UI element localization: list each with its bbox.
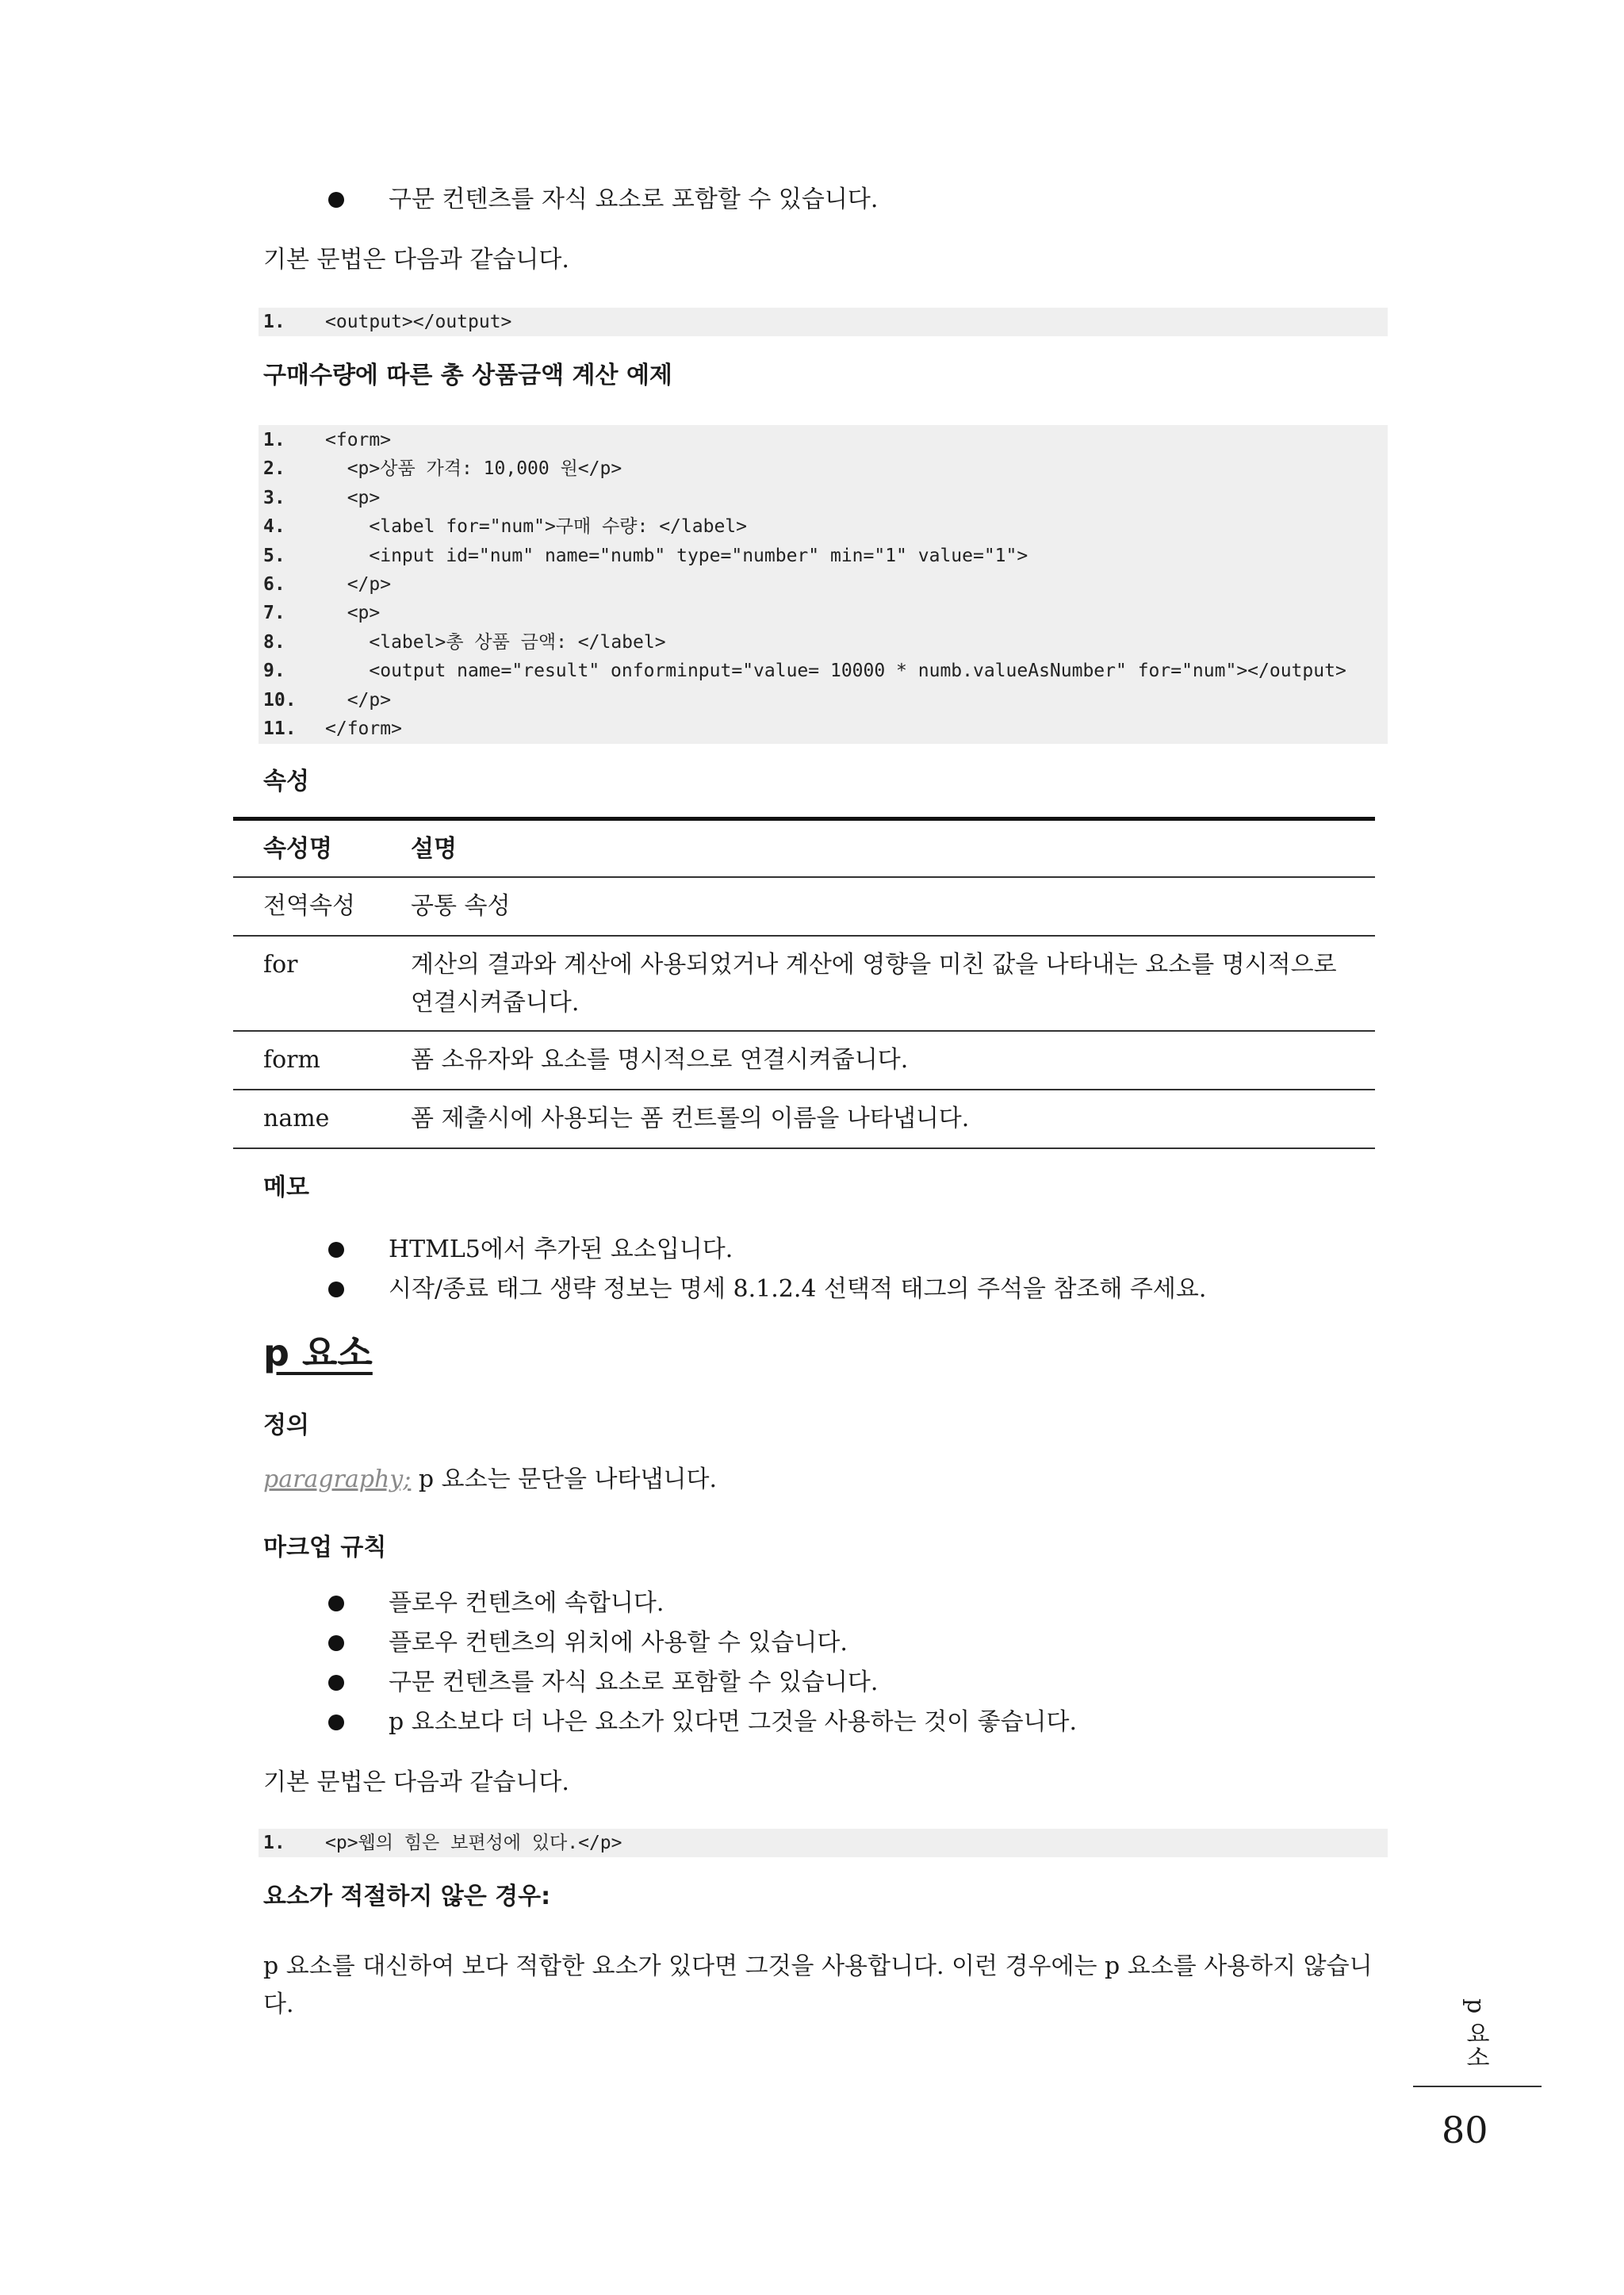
side-divider bbox=[1413, 2086, 1542, 2087]
code-line-number: 9. bbox=[263, 661, 285, 682]
attributes-heading: 속성 bbox=[263, 768, 309, 795]
markup-rules-heading: 마크업 규칙 bbox=[263, 1534, 387, 1561]
code-line-text: <output></output> bbox=[325, 312, 512, 332]
code-line-text: <input id="num" name="numb" type="number" min="1" value="1"> bbox=[325, 545, 1028, 566]
definition-term-link[interactable]: paragraphy; bbox=[263, 1466, 412, 1493]
code-line-text: <p> bbox=[325, 603, 381, 624]
code-line-text: <label>총 상품 금액: </label> bbox=[325, 631, 666, 653]
bullet-icon bbox=[328, 1242, 344, 1258]
code-block-output bbox=[259, 308, 1388, 336]
bullet-text: 구문 컨텐츠를 자식 요소로 포함할 수 있습니다. bbox=[389, 186, 879, 213]
page-number: 80 bbox=[1442, 2109, 1488, 2151]
side-section-label: p 요소 bbox=[1461, 1998, 1489, 2069]
bullet-icon bbox=[328, 1715, 344, 1730]
code-line-text: </p> bbox=[325, 573, 392, 595]
code-line-number: 10. bbox=[263, 689, 297, 711]
bullet-text: 구문 컨텐츠를 자식 요소로 포함할 수 있습니다. bbox=[389, 1669, 879, 1696]
definition-heading: 정의 bbox=[263, 1412, 309, 1439]
code-line-number: 1. bbox=[263, 312, 285, 332]
code-line bbox=[259, 599, 1388, 627]
bullet-icon bbox=[328, 1282, 344, 1297]
table-row bbox=[233, 878, 1375, 937]
table-cell-name: name bbox=[263, 1105, 330, 1132]
not-appropriate-text: p 요소를 대신하여 보다 적합한 요소가 있다면 그것을 사용합니다. 이런 경우에는 p 요소를 사용하지 않습니다. bbox=[263, 1952, 1373, 2018]
code-line-number: 5. bbox=[263, 545, 285, 566]
bullet-text: HTML5에서 추가된 요소입니다. bbox=[389, 1236, 733, 1263]
table-cell-desc: 공통 속성 bbox=[411, 892, 511, 920]
table-cell-desc: 폼 소유자와 요소를 명시적으로 연결시켜줍니다. bbox=[411, 1046, 909, 1074]
not-appropriate-heading: 요소가 적절하지 않은 경우: bbox=[263, 1883, 551, 1910]
bullet-text: 시작/종료 태그 생략 정보는 명세 8.1.2.4 선택적 태그의 주석을 참조해 주세요. bbox=[389, 1275, 1207, 1303]
table-cell-name: form bbox=[263, 1046, 320, 1074]
example-heading: 구매수량에 따른 총 상품금액 계산 예제 bbox=[263, 362, 672, 389]
code-line bbox=[259, 454, 1388, 483]
code-line-text: <p> bbox=[325, 487, 381, 508]
section-title: p 요소 bbox=[263, 1331, 373, 1374]
code-line bbox=[259, 426, 1388, 454]
definition-body: p 요소는 문단을 나타냅니다. bbox=[411, 1466, 717, 1493]
code-line-text: <p>웹의 힘은 보편성에 있다.</p> bbox=[325, 1833, 622, 1853]
table-row bbox=[233, 1090, 1375, 1149]
bullet-text: p 요소보다 더 나은 요소가 있다면 그것을 사용하는 것이 좋습니다. bbox=[389, 1708, 1078, 1736]
code-line-number: 11. bbox=[263, 718, 297, 739]
table-row bbox=[233, 1032, 1375, 1090]
table-header-name: 속성명 bbox=[263, 835, 332, 863]
code-line-number: 8. bbox=[263, 631, 285, 653]
code-line-text: </p> bbox=[325, 689, 392, 711]
code-line bbox=[259, 512, 1388, 541]
code-line-text: <output name="result" onforminput="value= 10000 * numb.valueAsNumber" for="num"></output> bbox=[325, 661, 1346, 682]
basic-syntax-text: 기본 문법은 다음과 같습니다. bbox=[263, 1768, 569, 1796]
bullet-text: 플로우 컨텐츠에 속합니다. bbox=[389, 1589, 665, 1617]
table-header-row bbox=[233, 821, 1375, 878]
definition-text bbox=[263, 1461, 717, 1499]
table-cell-name: 전역속성 bbox=[263, 892, 355, 920]
code-line-number: 4. bbox=[263, 516, 285, 538]
table-cell-desc: 계산의 결과와 계산에 사용되었거나 계산에 영향을 미친 값을 나타내는 요소를 명시적으로 연결시켜줍니다. bbox=[411, 951, 1337, 1017]
table-header-desc: 설명 bbox=[411, 835, 457, 863]
code-line-text: <p>상품 가격: 10,000 원</p> bbox=[325, 458, 622, 480]
table-cell-desc: 폼 제출시에 사용되는 폼 컨트롤의 이름을 나타냅니다. bbox=[411, 1105, 970, 1132]
code-line bbox=[259, 628, 1388, 657]
table-cell-name: for bbox=[263, 951, 298, 979]
basic-syntax-text: 기본 문법은 다음과 같습니다. bbox=[263, 246, 569, 274]
code-line bbox=[259, 715, 1388, 743]
code-line-number: 7. bbox=[263, 603, 285, 624]
code-line-text: <form> bbox=[325, 430, 392, 450]
code-line bbox=[259, 686, 1388, 715]
code-line bbox=[259, 542, 1388, 570]
code-line-number: 6. bbox=[263, 573, 285, 595]
code-line-number: 1. bbox=[263, 1833, 285, 1853]
code-line bbox=[259, 484, 1388, 512]
bullet-icon bbox=[328, 1635, 344, 1651]
bullet-icon bbox=[328, 1675, 344, 1691]
code-line-text: <label for="num">구매 수량: </label> bbox=[325, 516, 747, 538]
code-block-p bbox=[259, 1829, 1388, 1857]
table-row bbox=[233, 937, 1375, 1032]
code-line bbox=[259, 657, 1388, 685]
code-line-text: </form> bbox=[325, 718, 402, 739]
code-line bbox=[259, 308, 1388, 336]
bullet-icon bbox=[328, 192, 344, 208]
code-line-number: 3. bbox=[263, 487, 285, 508]
bullet-icon bbox=[328, 1596, 344, 1611]
code-line-number: 2. bbox=[263, 458, 285, 480]
memo-heading: 메모 bbox=[263, 1174, 309, 1201]
code-block-example bbox=[259, 425, 1388, 744]
bullet-text: 플로우 컨텐츠의 위치에 사용할 수 있습니다. bbox=[389, 1629, 848, 1657]
code-line bbox=[259, 1829, 1388, 1857]
code-line-number: 1. bbox=[263, 430, 285, 450]
code-line bbox=[259, 570, 1388, 599]
